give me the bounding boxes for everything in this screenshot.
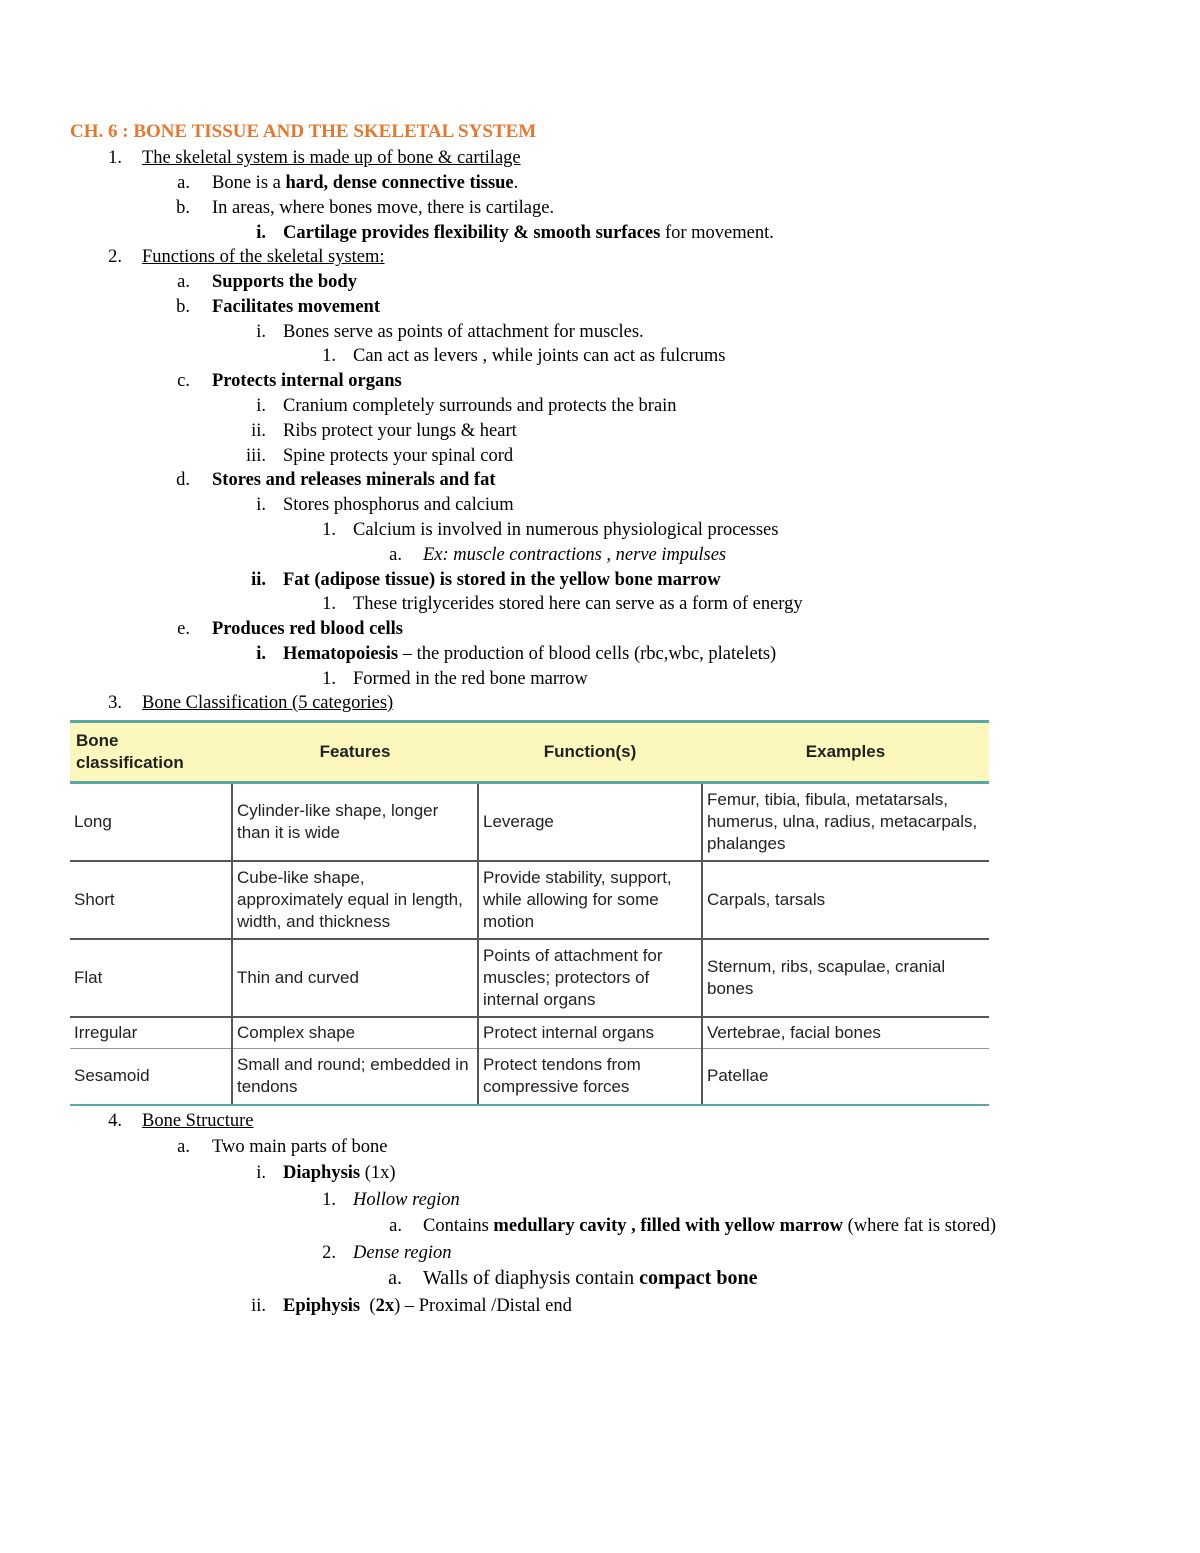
table-cell: Long xyxy=(70,783,232,861)
column-header: Function(s) xyxy=(478,722,702,783)
table-cell: Cube-like shape, approximately equal in length, width, and thickness xyxy=(232,861,478,939)
table-cell: Irregular xyxy=(70,1017,232,1049)
list-marker: i. xyxy=(256,396,266,416)
item-bold-text: Diaphysis xyxy=(283,1163,361,1183)
table-cell: Sesamoid xyxy=(70,1049,232,1105)
item-text: Cranium completely surrounds and protects the brain xyxy=(283,396,677,416)
table-cell: Protect tendons from compressive forces xyxy=(478,1049,702,1105)
table-row xyxy=(70,861,989,939)
item-text: Formed in the red bone marrow xyxy=(353,669,588,689)
list-marker: d. xyxy=(176,470,190,490)
item-text: Stores phosphorus and calcium xyxy=(283,495,514,515)
list-marker: i. xyxy=(256,223,266,243)
list-marker: b. xyxy=(176,198,190,218)
list-marker: e. xyxy=(177,619,190,639)
item-text: Ribs protect your lungs & heart xyxy=(283,421,517,441)
table-cell: Small and round; embedded in tendons xyxy=(232,1049,478,1105)
item-text: These triglycerides stored here can serve as a form of energy xyxy=(353,594,803,614)
item-bold-text: Supports the body xyxy=(212,272,357,292)
list-marker: b. xyxy=(176,297,190,317)
table-cell: Cylinder-like shape, longer than it is wide xyxy=(232,783,478,861)
list-marker: 1. xyxy=(322,1190,336,1210)
list-marker: ii. xyxy=(251,570,266,590)
item-bold-text: Protects internal organs xyxy=(212,371,402,391)
table-cell: Provide stability, support, while allowing for some motion xyxy=(478,861,702,939)
list-marker: 2. xyxy=(108,247,122,267)
item-text: Spine protects your spinal cord xyxy=(283,446,514,466)
list-marker: a. xyxy=(389,545,402,565)
table-cell: Points of attachment for muscles; protectors of internal organs xyxy=(478,939,702,1017)
item-bold-text: Hematopoiesis xyxy=(283,644,399,664)
list-marker: iii. xyxy=(245,446,266,466)
table-row xyxy=(70,939,989,1017)
table-cell: Short xyxy=(70,861,232,939)
list-marker: ii. xyxy=(251,1296,266,1316)
list-marker: a. xyxy=(177,1137,190,1157)
list-marker: i. xyxy=(256,644,266,664)
bone-classification-table xyxy=(70,720,989,1106)
item-text: ( xyxy=(360,1296,376,1316)
item-bold-text: medullary cavity , filled with yellow marrow xyxy=(493,1216,843,1236)
list-marker: a. xyxy=(177,173,190,193)
item-bold-text: Cartilage provides flexibility & smooth surfaces xyxy=(283,223,661,243)
item-text: Walls of diaphysis contain xyxy=(423,1267,640,1289)
table-header-row xyxy=(70,722,989,783)
table-row xyxy=(70,1049,989,1105)
item-text: Contains xyxy=(423,1216,494,1236)
list-marker: a. xyxy=(388,1267,402,1289)
list-marker: 4. xyxy=(108,1111,122,1131)
table-cell: Vertebrae, facial bones xyxy=(702,1017,989,1049)
table-cell: Thin and curved xyxy=(232,939,478,1017)
list-marker: a. xyxy=(177,272,190,292)
item-text: ) – Proximal /Distal end xyxy=(394,1296,572,1316)
item-text: for movement. xyxy=(660,223,774,243)
item-text: . xyxy=(513,173,519,193)
item-text: – the production of blood cells (rbc,wbc, platelets) xyxy=(398,644,777,664)
list-marker: a. xyxy=(389,1216,402,1236)
item-bold-text: Fat (adipose tissue) is stored in the yellow bone marrow xyxy=(283,570,721,590)
page-title: CH. 6 : BONE TISSUE AND THE SKELETAL SYSTEM xyxy=(70,121,537,142)
list-marker: 3. xyxy=(108,693,122,713)
item-bold-text: compact bone xyxy=(639,1267,758,1289)
table-cell: Complex shape xyxy=(232,1017,478,1049)
list-marker: i. xyxy=(256,495,266,515)
table-cell: Sternum, ribs, scapulae, cranial bones xyxy=(702,939,989,1017)
item-bold-text: Produces red blood cells xyxy=(212,619,403,639)
table-row xyxy=(70,783,989,861)
item-text: (1x) xyxy=(360,1163,396,1183)
item-bold-text: hard, dense connective tissue xyxy=(285,173,514,193)
item-italic-text: Dense region xyxy=(353,1243,452,1263)
list-marker: c. xyxy=(177,371,190,391)
list-marker: 1. xyxy=(322,594,336,614)
list-marker: 1. xyxy=(322,669,336,689)
item-text: Bones serve as points of attachment for muscles. xyxy=(283,322,644,342)
item-bold-text: Epiphysis xyxy=(283,1296,361,1316)
table-row xyxy=(70,1017,989,1049)
list-marker: 1. xyxy=(322,346,336,366)
table-cell: Femur, tibia, fibula, metatarsals, humerus, ulna, radius, metacarpals, phalanges xyxy=(702,783,989,861)
section-heading: The skeletal system is made up of bone & cartilage xyxy=(142,148,521,168)
column-header: Features xyxy=(232,722,478,783)
item-bold-text: Stores and releases minerals and fat xyxy=(212,470,496,490)
section-heading: Bone Structure xyxy=(142,1111,254,1131)
column-header: Bone classification xyxy=(70,722,232,783)
item-bold-text: Facilitates movement xyxy=(212,297,380,317)
list-marker: 1. xyxy=(322,520,336,540)
item-text: Two main parts of bone xyxy=(212,1137,388,1157)
item-italic-text: Ex: muscle contractions , nerve impulses xyxy=(423,545,727,565)
item-bold-text: 2x xyxy=(375,1296,395,1316)
list-marker: i. xyxy=(256,322,266,342)
table-cell: Leverage xyxy=(478,783,702,861)
list-marker: 1. xyxy=(108,148,122,168)
item-text: (where fat is stored) xyxy=(842,1216,997,1236)
list-marker: 2. xyxy=(322,1243,336,1263)
table-cell: Carpals, tarsals xyxy=(702,861,989,939)
table-cell: Patellae xyxy=(702,1049,989,1105)
item-text: In areas, where bones move, there is cartilage. xyxy=(212,198,555,218)
item-text: Can act as levers , while joints can act as fulcrums xyxy=(353,346,726,366)
table-cell: Protect internal organs xyxy=(478,1017,702,1049)
section-heading: Functions of the skeletal system: xyxy=(142,247,385,267)
item-text: Calcium is involved in numerous physiological processes xyxy=(353,520,779,540)
section-heading: Bone Classification (5 categories) xyxy=(142,693,394,713)
item-text: Bone is a xyxy=(212,173,286,193)
column-header: Examples xyxy=(702,722,989,783)
list-marker: i. xyxy=(256,1163,266,1183)
table-cell: Flat xyxy=(70,939,232,1017)
list-marker: ii. xyxy=(251,421,266,441)
item-italic-text: Hollow region xyxy=(353,1190,460,1210)
